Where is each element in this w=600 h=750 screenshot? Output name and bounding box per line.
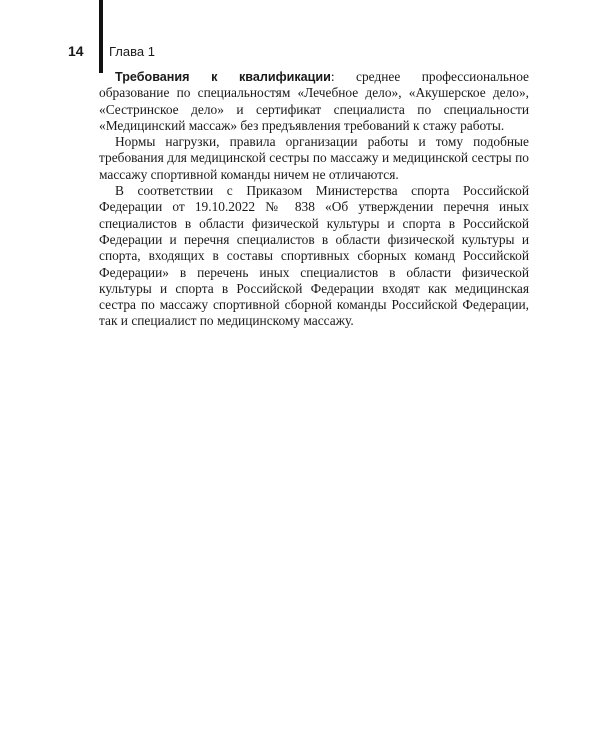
paragraph-qualification (99, 69, 529, 134)
paragraph-norms: Нормы нагрузки, правила организации работы и тому подобные требования для медицинской сестры по массажу и медицинской сестры по массажу спортивной команды ничем не отличаются. (99, 134, 529, 182)
qualification-text: : среднее профессиональное образование по специальностям «Лечебное дело», «Акушерское дело», «Сестринское дело» и сертификат специалиста по специальности «Медицинский массаж» без предъявления требований к стажу работы. (99, 69, 529, 133)
paragraph-order: В соответствии с Приказом Министерства спорта Российской Федерации от 19.10.2022 № 838 «Об утверждении перечня иных специалистов в области физической культуры и спорта в Российской Федерации и перечня специалистов в области физической культуры и спорта, входящих в составы спортивных сборных команд Российской Федерации» в перечень иных специалистов в области физической культуры и спорта в Российской Федерации входят как медицинская сестра по массажу спортивной сборной команды Российской Федерации, так и специалист по медицинскому массажу. (99, 183, 529, 329)
chapter-title: Глава 1 (109, 44, 155, 59)
body-text (99, 69, 529, 330)
header-rule (99, 0, 103, 73)
page-number: 14 (68, 43, 84, 59)
qualification-heading: Требования к квалификации (115, 70, 331, 84)
